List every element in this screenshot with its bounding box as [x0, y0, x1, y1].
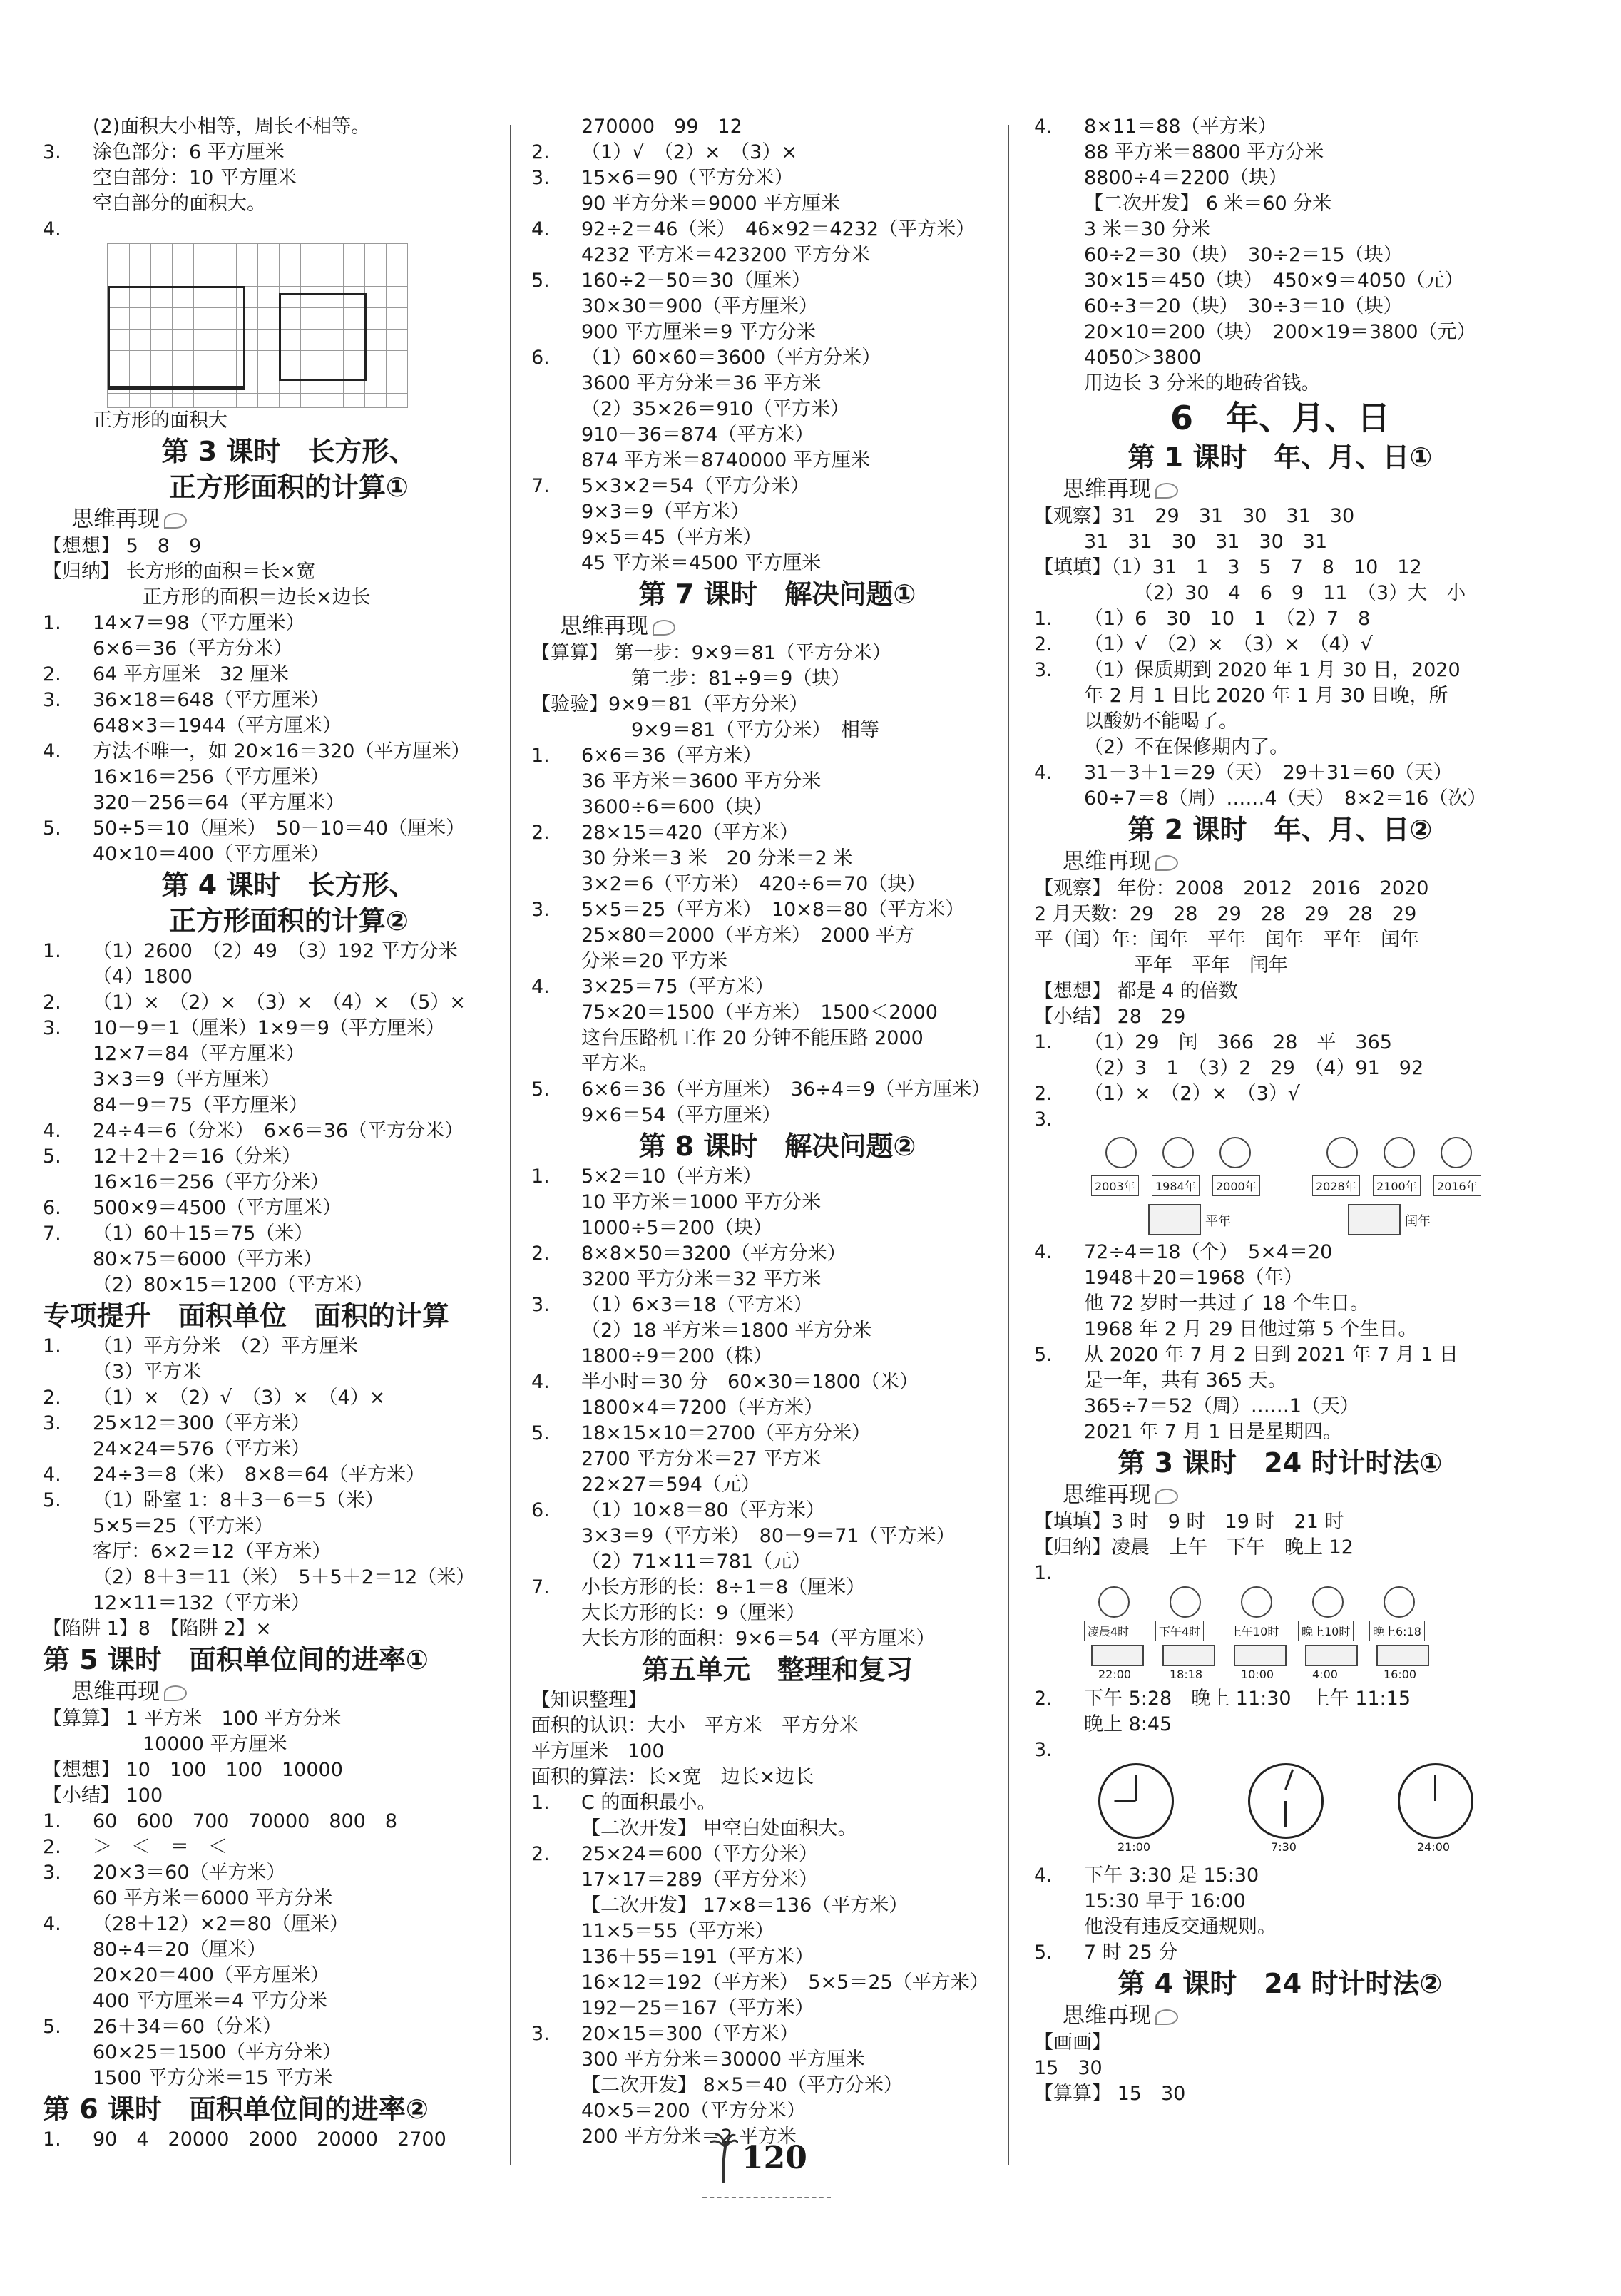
answer-line: 2. 28×15＝420（平方米）	[531, 822, 799, 844]
answer-line: 7. （1）60＋15＝75（米）	[43, 1223, 314, 1245]
lesson-title: 正方形面积的计算②	[168, 905, 409, 937]
answer-line: 【算算】 1 平方米 100 平方分米	[43, 1708, 342, 1730]
grid-figure	[107, 243, 408, 408]
answer-line: 11×5＝55（平方米）	[581, 1920, 774, 1942]
answer-line: 平年 平年 闰年	[1134, 954, 1288, 976]
answer-line: 3 米＝30 分米	[1084, 218, 1210, 240]
answer-line: 16×16＝256（平方分米）	[93, 1171, 329, 1193]
answer-line: 2. 下午 5:28 晚上 11:30 上午 11:15	[1034, 1688, 1411, 1710]
thinking-review-heading: 思维再现	[1034, 847, 1526, 876]
palm-tree-icon	[710, 2133, 738, 2183]
answer-line: 3×2＝6（平方米） 420÷6＝70（块）	[581, 873, 926, 895]
answer-line: 4. 3×25＝75（平方米）	[531, 976, 774, 998]
answer-line: 2. ＞ ＜ ＝ ＜	[43, 1836, 227, 1858]
answer-line: 17×17＝289（平方分米）	[581, 1869, 818, 1891]
answer-line: 3. 20×15＝300（平方米）	[531, 2023, 799, 2045]
answer-line: 2. （1）× （2）√ （3）× （4）×	[43, 1387, 386, 1409]
answer-line: 正方形的面积大	[93, 409, 227, 432]
answer-line: 5. 50÷5＝10（厘米） 50－10＝40（厘米）	[43, 817, 466, 840]
answer-line: 6. （1）10×8＝80（平方米）	[531, 1499, 825, 1521]
answer-line: 4. 下午 3:30 是 15:30	[1034, 1864, 1259, 1887]
answer-line: 【陷阱 1】8 【陷阱 2】×	[43, 1618, 272, 1640]
answer-line: 【算算】 第一步：9×9＝81（平方分米）	[531, 642, 891, 664]
answer-line: 25×80＝2000（平方米） 2000 平方	[581, 924, 914, 947]
answer-line: 5. 12＋2＋2＝16（分米）	[43, 1146, 302, 1168]
answer-line: 3×3＝9（平方厘米）	[93, 1068, 281, 1091]
answer-line: 【二次开发】 甲空白处面积大。	[581, 1817, 857, 1840]
answer-line: 4050＞3800	[1084, 347, 1202, 369]
answer-line: （4）1800	[93, 966, 193, 988]
answer-line: 10 平方米＝1000 平方分米	[581, 1191, 822, 1213]
answer-line: 2700 平方分米＝27 平方米	[581, 1448, 822, 1470]
answer-line: 6. 500×9＝4500（平方厘米）	[43, 1197, 342, 1219]
answer-line: 客厅：6×2＝12（平方米）	[93, 1541, 332, 1563]
answer-line: 【想想】 10 100 100 10000	[43, 1759, 343, 1781]
answer-line: 大长方形的长：9（厘米）	[581, 1602, 806, 1624]
answer-line: 【小结】 100	[43, 1785, 163, 1807]
answer-line: 16×12＝192（平方米） 5×5＝25（平方米）	[581, 1971, 989, 1994]
lesson-title: 第 3 课时 24 时计时法①	[1118, 1447, 1443, 1479]
answer-line: 5. 7 时 25 分	[1034, 1942, 1178, 1964]
answer-line: 3. 5×5＝25（平方米） 10×8＝80（平方米）	[531, 899, 965, 921]
answer-line: 4. （28＋12）×2＝80（厘米）	[43, 1913, 349, 1935]
answer-line: 1. 90 4 20000 2000 20000 2700	[43, 2128, 446, 2150]
answer-line: 【二次开发】 8×5＝40（平方分米）	[581, 2074, 903, 2096]
unit-title: 第五单元 整理和复习	[641, 1654, 913, 1685]
answer-line: 【归纳】凌晨 上午 下午 晚上 12	[1034, 1536, 1354, 1558]
lesson-title: 第 7 课时 解决问题①	[638, 578, 916, 610]
answer-column-2	[531, 114, 1023, 2175]
answer-line: 90 平方分米＝9000 平方厘米	[581, 193, 841, 215]
rectangle-shape	[108, 357, 245, 388]
house-icon	[1305, 1645, 1358, 1666]
animal-icon	[1170, 1586, 1201, 1618]
answer-line: 平方厘米 100	[531, 1740, 665, 1762]
answer-line: 【小结】 28 29	[1034, 1006, 1186, 1028]
answer-line: 7. 小长方形的长：8÷1＝8（厘米）	[531, 1576, 866, 1598]
unit-title: 6 年、月、日	[1170, 399, 1390, 437]
answer-line: （2）71×11＝781（元）	[581, 1551, 812, 1573]
answer-line: 1000÷5＝200（块）	[581, 1217, 773, 1239]
answer-line: 10000 平方厘米	[143, 1733, 287, 1755]
answer-line: 40×10＝400（平方厘米）	[93, 843, 329, 865]
child-icon	[1441, 1137, 1472, 1168]
answer-line: 5. 18×15×10＝2700（平方分米）	[531, 1422, 871, 1444]
lesson-title: 正方形面积的计算①	[168, 471, 409, 503]
answer-line: 3600 平方分米＝36 平方米	[581, 372, 822, 394]
answer-line: 9×6＝54（平方厘米）	[581, 1104, 782, 1126]
answer-line: 12×11＝132（平方米）	[93, 1592, 310, 1614]
answer-line: 4. 92÷2＝46（米） 46×92＝4232（平方米）	[531, 218, 976, 240]
answer-line: 【算算】 15 30	[1034, 2083, 1186, 2105]
answer-line: 3. （1）保质期到 2020 年 1 月 30 日，2020	[1034, 659, 1461, 681]
lesson-title: 第 6 课时 面积单位间的进率②	[43, 2093, 429, 2125]
answer-line: 2. （1）× （2）× （3）× （4）× （5）×	[43, 991, 466, 1014]
animal-icon	[1312, 1586, 1344, 1618]
answer-line: （3）平方米	[93, 1361, 202, 1383]
answer-line: 5×5＝25（平方米）	[93, 1515, 274, 1537]
child-icon	[1219, 1137, 1251, 1168]
answer-line: 5. 26＋34＝60（分米）	[43, 2016, 282, 2038]
answer-line: 以酸奶不能喝了。	[1084, 710, 1238, 733]
thinking-review-heading: 思维再现	[43, 505, 535, 534]
answer-line: 20×10＝200（块） 200×19＝3800（元）	[1084, 321, 1476, 343]
leaf-icon	[1155, 855, 1178, 871]
answer-line: 分米＝20 平方米	[581, 950, 727, 972]
lesson-title: 第 3 课时 长方形、	[161, 436, 416, 467]
clock-icon	[1098, 1763, 1174, 1839]
year-tag: 2003年	[1091, 1175, 1139, 1196]
leaf-icon	[1155, 1489, 1178, 1504]
answer-line: (2)面积大小相等，周长不相等。	[93, 116, 371, 138]
leap-year-matching-figure	[1084, 1133, 1526, 1240]
answer-line: （2）8＋3＝11（米） 5＋5＋2＝12（米）	[93, 1566, 476, 1588]
year-tag: 2028年	[1312, 1175, 1360, 1196]
thinking-review-heading: 思维再现	[531, 612, 1023, 641]
answer-line: 60 平方米＝6000 平方分米	[93, 1887, 333, 1909]
animal-icon	[1241, 1586, 1272, 1618]
child-icon	[1105, 1137, 1137, 1168]
answer-line: 4. 72÷4＝18（个） 5×4＝20	[1034, 1241, 1333, 1263]
answer-line: 7. 5×3×2＝54（平方分米）	[531, 475, 810, 497]
time-tag: 晚上6:18	[1369, 1621, 1425, 1641]
answer-line: 4. 半小时＝30 分 60×30＝1800（米）	[531, 1371, 919, 1393]
answer-line: 2. 25×24＝600（平方分米）	[531, 1843, 818, 1865]
answer-line: 2. 64 平方厘米 32 厘米	[43, 663, 289, 685]
lesson-title: 第 8 课时 解决问题②	[638, 1131, 916, 1162]
thinking-review-heading: 思维再现	[1034, 1481, 1526, 1509]
answer-line: （2）35×26＝910（平方米）	[581, 398, 850, 420]
answer-line: 3. 15×6＝90（平方分米）	[531, 167, 794, 189]
answer-line: （2）3 1 （3）2 29 （4）91 92	[1084, 1057, 1424, 1079]
time-tag: 上午10时	[1227, 1621, 1282, 1641]
answer-line: 60÷3＝20（块） 30÷3＝10（块）	[1084, 295, 1403, 317]
answer-line: 【验验】9×9＝81（平方分米）	[531, 693, 809, 715]
answer-line: 1.	[1034, 1562, 1053, 1584]
answer-line: 5. 6×6＝36（平方厘米） 36÷4＝9（平方厘米）	[531, 1078, 991, 1101]
answer-line: 30×15＝450（块） 450×9＝4050（元）	[1084, 270, 1464, 292]
answer-line: 40×5＝200（平方分米）	[581, 2100, 806, 2122]
answer-line: 1. 14×7＝98（平方厘米）	[43, 612, 305, 634]
answer-line: 空白部分的面积大。	[93, 193, 266, 215]
answer-line: 第二步：81÷9＝9（块）	[631, 668, 851, 690]
year-tag: 2016年	[1433, 1175, 1481, 1196]
thinking-review-heading: 思维再现	[1034, 2001, 1526, 2030]
answer-line: （2）18 平方米＝1800 平方分米	[581, 1320, 872, 1342]
year-tag: 1984年	[1152, 1175, 1200, 1196]
lesson-title: 第 4 课时 长方形、	[161, 869, 416, 901]
leaf-icon	[653, 620, 675, 636]
answer-line: 1948＋20＝1968（年）	[1084, 1267, 1303, 1289]
answer-line: 900 平方厘米＝9 平方分米	[581, 321, 816, 343]
thinking-review-heading: 思维再现	[1034, 475, 1526, 504]
time-label: 18:18	[1170, 1668, 1203, 1681]
house-icon	[1376, 1645, 1429, 1666]
answer-line: 320－256＝64（平方厘米）	[93, 792, 345, 814]
answer-line: 面积的算法：长×宽 边长×边长	[531, 1766, 814, 1788]
answer-line: 15:30 早于 16:00	[1084, 1890, 1246, 1912]
answer-line: 24×24＝576（平方米）	[93, 1438, 310, 1460]
answer-line: 1. （1）2600 （2）49 （3）192 平方分米	[43, 940, 458, 962]
answer-line: 9×3＝9（平方米）	[581, 501, 750, 523]
answer-line: 2. （1）√ （2）× （3）× （4）√	[1034, 633, 1373, 655]
answer-line: 平方米。	[581, 1053, 658, 1075]
answer-line: 【想想】 5 8 9	[43, 535, 202, 557]
answer-line: （2）30 4 6 9 11 （3）大 小	[1134, 582, 1466, 604]
answer-line: 200 平方分米＝2 平方米	[581, 2126, 797, 2148]
clock-time-label: 24:00	[1416, 1840, 1451, 1854]
clock-time-label: 7:30	[1271, 1840, 1297, 1854]
answer-line: 60÷7＝8（周）……4（天） 8×2＝16（次）	[1084, 787, 1487, 810]
answer-line: 1968 年 2 月 29 日他过第 5 个生日。	[1084, 1318, 1418, 1340]
answer-line: 年 2 月 1 日比 2020 年 1 月 30 日晚，所	[1084, 685, 1448, 707]
leaf-icon	[164, 1685, 187, 1701]
answer-line: 12×7＝84（平方厘米）	[93, 1043, 305, 1065]
square-shape	[279, 293, 367, 381]
answer-line: 3600÷6＝600（块）	[581, 796, 773, 818]
answer-line: 【观察】31 29 31 30 31 30	[1034, 505, 1355, 527]
answer-line: 【知识整理】	[531, 1689, 647, 1711]
answer-line: 30×30＝900（平方厘米）	[581, 295, 818, 317]
answer-line: 2. 8×8×50＝3200（平方分米）	[531, 1243, 847, 1265]
answer-line: （2）80×15＝1200（平方米）	[93, 1274, 374, 1296]
decorative-wave	[702, 2190, 831, 2198]
answer-line: 4. 24÷4＝6（分米） 6×6＝36（平方分米）	[43, 1120, 464, 1142]
answer-line: 30 分米＝3 米 20 分米＝2 米	[581, 847, 853, 869]
answer-line: 80÷4＝20（厘米）	[93, 1939, 267, 1961]
answer-line: 88 平方米＝8800 平方分米	[1084, 141, 1324, 163]
clock-icon	[1248, 1763, 1324, 1839]
answer-line: 3. 20×3＝60（平方米）	[43, 1862, 286, 1884]
answer-line: 这台压路机工作 20 分钟不能压路 2000	[581, 1027, 924, 1049]
answer-line: 6×6＝36（平方分米）	[93, 638, 293, 660]
answer-line: 6. （1）60×60＝3600（平方分米）	[531, 347, 881, 369]
answer-line: 【填填】（1）31 1 3 5 7 8 10 12	[1034, 556, 1422, 578]
answer-line: 60÷2＝30（块） 30÷2＝15（块）	[1084, 244, 1403, 266]
answer-line: 他 72 岁时一共过了 18 个生日。	[1084, 1292, 1370, 1315]
lesson-title: 第 5 课时 面积单位间的进率①	[43, 1644, 429, 1675]
answer-line: 60×25＝1500（平方分米）	[93, 2041, 342, 2063]
answer-line: 2 月天数：29 28 29 28 29 28 29	[1034, 903, 1417, 925]
answer-line: 36 平方米＝3600 平方分米	[581, 770, 822, 792]
answer-line: 9×9＝81（平方分米） 相等	[631, 719, 879, 741]
answer-line: 8800÷4＝2200（块）	[1084, 167, 1288, 189]
house-icon	[1234, 1645, 1287, 1666]
answer-line: 他没有违反交通规则。	[1084, 1916, 1277, 1938]
time-label: 22:00	[1098, 1668, 1132, 1681]
answer-line: 1. 5×2＝10（平方米）	[531, 1165, 762, 1188]
answer-line: 1. C 的面积最小。	[531, 1792, 717, 1814]
answer-line: 3×3＝9（平方米） 80－9＝71（平方米）	[581, 1525, 956, 1547]
answer-line: 4232 平方米＝423200 平方分米	[581, 244, 870, 266]
time-tag: 下午4时	[1155, 1621, 1204, 1641]
answer-line: 22×27＝594（元）	[581, 1474, 760, 1496]
clock-icon	[1398, 1763, 1473, 1839]
child-icon	[1384, 1137, 1415, 1168]
house-icon	[1348, 1204, 1401, 1235]
answer-line: 9×5＝45（平方米）	[581, 526, 762, 549]
answer-line: 1500 平方分米＝15 平方米	[93, 2067, 333, 2089]
child-icon	[1326, 1137, 1358, 1168]
answer-line: 【观察】 年份：2008 2012 2016 2020	[1034, 877, 1429, 899]
time-label: 4:00	[1312, 1668, 1338, 1681]
lesson-title: 第 4 课时 24 时计时法②	[1118, 1968, 1443, 1999]
answer-line: 270000 99 12	[581, 116, 742, 138]
answer-line: 648×3＝1944（平方厘米）	[93, 715, 342, 737]
answer-line: 4. 8×11＝88（平方米）	[1034, 116, 1277, 138]
animal-icon	[1384, 1586, 1415, 1618]
answer-line: 4. 方法不唯一，如 20×16＝320（平方厘米）	[43, 740, 471, 762]
answer-line: 空白部分：10 平方厘米	[93, 167, 297, 189]
clock-time-label: 21:00	[1117, 1840, 1151, 1854]
answer-line: 15 30	[1034, 2057, 1103, 2079]
answer-line: 1. 6×6＝36（平方米）	[531, 745, 762, 767]
answer-line: 1. （1）6 30 10 1 （2）7 8	[1034, 608, 1371, 630]
answer-line: 1. 60 600 700 70000 800 8	[43, 1810, 398, 1832]
answer-line: 75×20＝1500（平方米） 1500＜2000	[581, 1001, 938, 1024]
lesson-title: 第 1 课时 年、月、日①	[1127, 442, 1433, 473]
answer-line: 3200 平方分米＝32 平方米	[581, 1268, 822, 1290]
answer-line: 31 31 30 31 30 31	[1084, 531, 1328, 553]
answer-column-1	[43, 114, 535, 2175]
answer-line: 【画画】	[1034, 2031, 1111, 2053]
answer-line: 16×16＝256（平方厘米）	[93, 766, 329, 788]
clock-figure	[1084, 1763, 1526, 1863]
page-number: 120	[742, 2140, 807, 2176]
answer-line: 大长方形的面积：9×6＝54（平方厘米）	[581, 1628, 936, 1650]
answer-line: 45 平方米＝4500 平方厘米	[581, 552, 822, 574]
answer-line: 正方形的面积＝边长×边长	[143, 586, 371, 608]
answer-line: 3.	[1034, 1739, 1053, 1761]
answer-line: 3. 涂色部分：6 平方厘米	[43, 141, 285, 163]
answer-line: （2）不在保修期内了。	[1084, 736, 1289, 758]
answer-line: 5. 160÷2－50＝30（厘米）	[531, 270, 812, 292]
answer-line: 910－36＝874（平方米）	[581, 424, 814, 446]
answer-line: 晚上 8:45	[1084, 1713, 1172, 1735]
time-tag: 晚上10时	[1298, 1621, 1354, 1641]
animal-icon	[1098, 1586, 1130, 1618]
answer-line: 【二次开发】 6 米＝60 分米	[1084, 193, 1332, 215]
answer-line: 20×20＝400（平方厘米）	[93, 1964, 329, 1986]
answer-line: 1. （1）平方分米 （2）平方厘米	[43, 1335, 358, 1357]
answer-line: 1. （1）29 闰 366 28 平 365	[1034, 1031, 1392, 1053]
answer-line: 1800×4＝7200（平方米）	[581, 1397, 824, 1419]
time-tag: 凌晨4时	[1084, 1621, 1132, 1641]
answer-line: 84－9＝75（平方厘米）	[93, 1094, 308, 1116]
answer-line: 400 平方厘米＝4 平方分米	[93, 1990, 327, 2012]
year-tag: 2100年	[1373, 1175, 1421, 1196]
answer-line: 【归纳】 长方形的面积＝长×宽	[43, 561, 316, 583]
answer-line: 874 平方米＝8740000 平方厘米	[581, 449, 870, 471]
house-icon	[1148, 1204, 1201, 1235]
leaf-icon	[1155, 2009, 1178, 2025]
answer-line: 5. （1）卧室 1：8＋3－6＝5（米）	[43, 1489, 384, 1511]
answer-line: 4.	[43, 218, 61, 240]
answer-line: 2. （1）√ （2）× （3）×	[531, 141, 797, 163]
answer-line: 4. 24÷3＝8（米） 8×8＝64（平方米）	[43, 1464, 426, 1486]
answer-line: 用边长 3 分米的地砖省钱。	[1084, 372, 1321, 394]
lesson-title: 第 2 课时 年、月、日②	[1127, 814, 1433, 845]
child-icon	[1162, 1137, 1194, 1168]
answer-line: 2. （1）× （2）× （3）√	[1034, 1083, 1300, 1105]
answer-line: 是一年，共有 365 天。	[1084, 1369, 1287, 1392]
house-icon	[1091, 1645, 1144, 1666]
house-label: 闰年	[1405, 1214, 1431, 1229]
answer-line: 2021 年 7 月 1 日是星期四。	[1084, 1421, 1342, 1443]
time-label: 16:00	[1384, 1668, 1417, 1681]
answer-line: 【二次开发】 17×8＝136（平方米）	[581, 1894, 909, 1917]
lesson-title: 专项提升 面积单位 面积的计算	[43, 1300, 450, 1332]
answer-line: 【填填】3 时 9 时 19 时 21 时	[1034, 1511, 1344, 1533]
answer-line: 【想想】 都是 4 的倍数	[1034, 980, 1238, 1002]
answer-line: 80×75＝6000（平方米）	[93, 1248, 323, 1270]
answer-line: 300 平方分米＝30000 平方厘米	[581, 2048, 865, 2071]
answer-column-3	[1034, 114, 1526, 2175]
answer-line: 3.	[1034, 1108, 1053, 1131]
answer-line: 3. 10－9＝1（厘米）1×9＝9（平方厘米）	[43, 1017, 445, 1039]
answer-line: 5. 从 2020 年 7 月 2 日到 2021 年 7 月 1 日	[1034, 1344, 1459, 1366]
answer-line: 192－25＝167（平方米）	[581, 1997, 814, 2019]
answer-line: 3. 25×12＝300（平方米）	[43, 1412, 310, 1434]
leaf-icon	[1155, 483, 1178, 499]
thinking-review-heading: 思维再现	[43, 1678, 535, 1706]
answer-line: 面积的认识：大小 平方米 平方分米	[531, 1715, 859, 1737]
answer-line: 1800÷9＝200（株）	[581, 1345, 773, 1367]
house-icon	[1162, 1645, 1215, 1666]
time-matching-figure	[1084, 1586, 1526, 1686]
answer-line: 365÷7＝52（周）……1（天）	[1084, 1395, 1359, 1417]
answer-line: 平（闰）年：闰年 平年 闰年 平年 闰年	[1034, 929, 1419, 951]
year-tag: 2000年	[1212, 1175, 1260, 1196]
leaf-icon	[164, 513, 187, 529]
answer-line: 4. 31－3＋1＝29（天） 29＋31＝60（天）	[1034, 762, 1453, 784]
house-label: 平年	[1205, 1214, 1231, 1229]
answer-line: 3. （1）6×3＝18（平方米）	[531, 1294, 813, 1316]
answer-line: 136＋55＝191（平方米）	[581, 1946, 814, 1968]
time-label: 10:00	[1241, 1668, 1274, 1681]
answer-line: 3. 36×18＝648（平方厘米）	[43, 689, 329, 711]
